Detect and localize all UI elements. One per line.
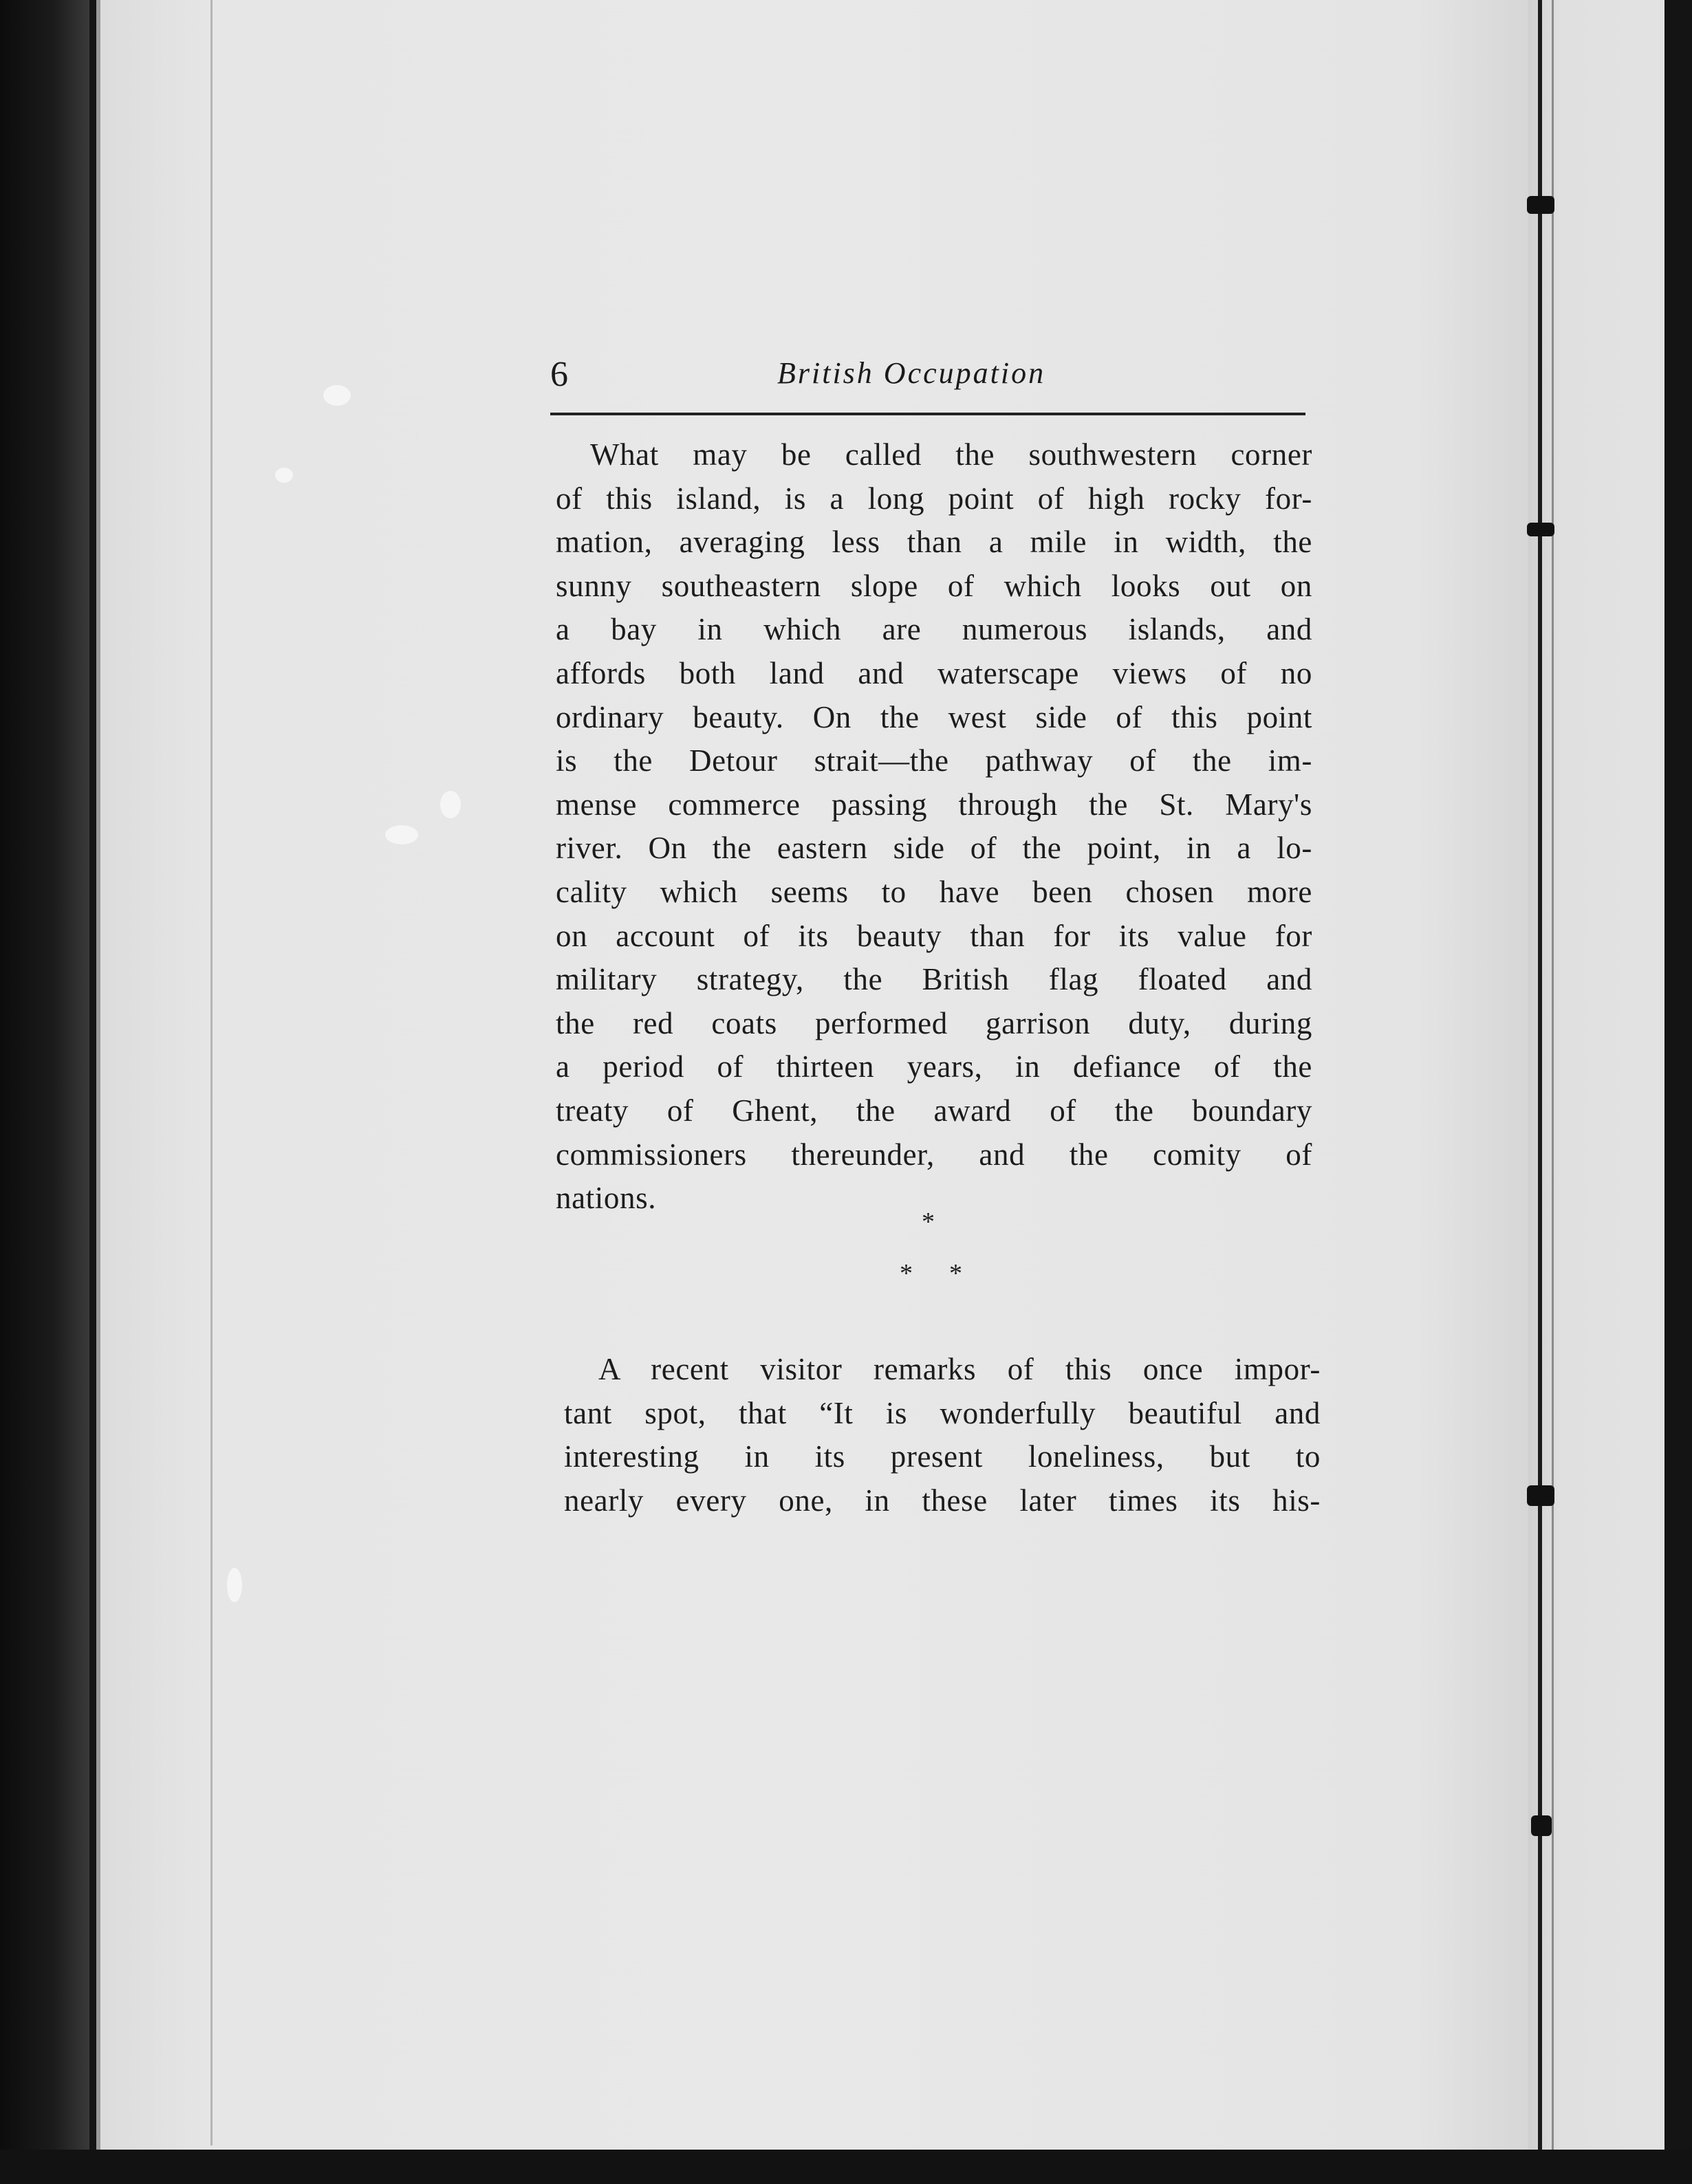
text-line: tant spot, that “It is wonderfully beautiful and	[564, 1395, 1321, 1430]
asterisk: *	[922, 1208, 935, 1236]
text-line: commissioners thereunder, and the comity of	[556, 1137, 1312, 1172]
paper-speck	[227, 1568, 242, 1602]
text-line: a bay in which are numerous islands, and	[556, 612, 1312, 647]
text-line: ordinary beauty. On the west side of this point	[556, 699, 1312, 734]
running-head: British Occupation	[777, 356, 1046, 390]
asterisk: *	[949, 1259, 962, 1288]
text-line: is the Detour strait—the pathway of the im-	[556, 743, 1312, 778]
asterisk: *	[900, 1259, 913, 1288]
scan-right-border	[1664, 0, 1692, 2184]
asterism-divider	[880, 1207, 977, 1289]
scan-left-border	[0, 0, 89, 2184]
scan-bottom-border	[0, 2150, 1692, 2184]
text-line: on account of its beauty than for its value for	[556, 918, 1312, 953]
text-line: nearly every one, in these later times its his-	[564, 1483, 1321, 1518]
text-line: interesting in its present loneliness, but to	[564, 1439, 1321, 1474]
text-line: What may be called the southwestern corner	[590, 437, 1312, 472]
page-header	[550, 354, 1307, 402]
binding-stitch	[1527, 196, 1554, 214]
paragraph-2	[564, 1348, 1321, 1522]
text-line: cality which seems to have been chosen more	[556, 874, 1312, 909]
text-line: military strategy, the British flag floated and	[556, 962, 1312, 997]
text-line: river. On the eastern side of the point, in a lo-	[556, 831, 1312, 866]
text-line: treaty of Ghent, the award of the boundary	[556, 1093, 1312, 1128]
binding-stitch	[1531, 1815, 1552, 1836]
text-line: affords both land and waterscape views of no	[556, 655, 1312, 690]
text-line: mense commerce passing through the St. Mary's	[556, 787, 1312, 822]
binding-stitch	[1527, 523, 1554, 536]
page-number: 6	[550, 355, 568, 394]
paper-speck	[385, 825, 418, 844]
text-line: sunny southeastern slope of which looks out on	[556, 568, 1312, 603]
page-edge-line	[210, 0, 213, 2145]
binding-line-secondary	[1552, 0, 1554, 2150]
text-line: mation, averaging less than a mile in width, the	[556, 525, 1312, 560]
text-line: of this island, is a long point of high rocky for-	[556, 481, 1312, 516]
text-line: nations.	[556, 1181, 657, 1216]
text-line: A recent visitor remarks of this once impor-	[598, 1352, 1321, 1386]
header-rule	[550, 413, 1305, 415]
paragraph-1	[556, 433, 1312, 1221]
text-line: the red coats performed garrison duty, during	[556, 1005, 1312, 1040]
binding-stitch	[1527, 1485, 1554, 1506]
paper-speck	[275, 468, 293, 483]
text-line: a period of thirteen years, in defiance of the	[556, 1049, 1312, 1084]
paper-speck	[440, 791, 461, 818]
paper-speck	[323, 385, 351, 406]
